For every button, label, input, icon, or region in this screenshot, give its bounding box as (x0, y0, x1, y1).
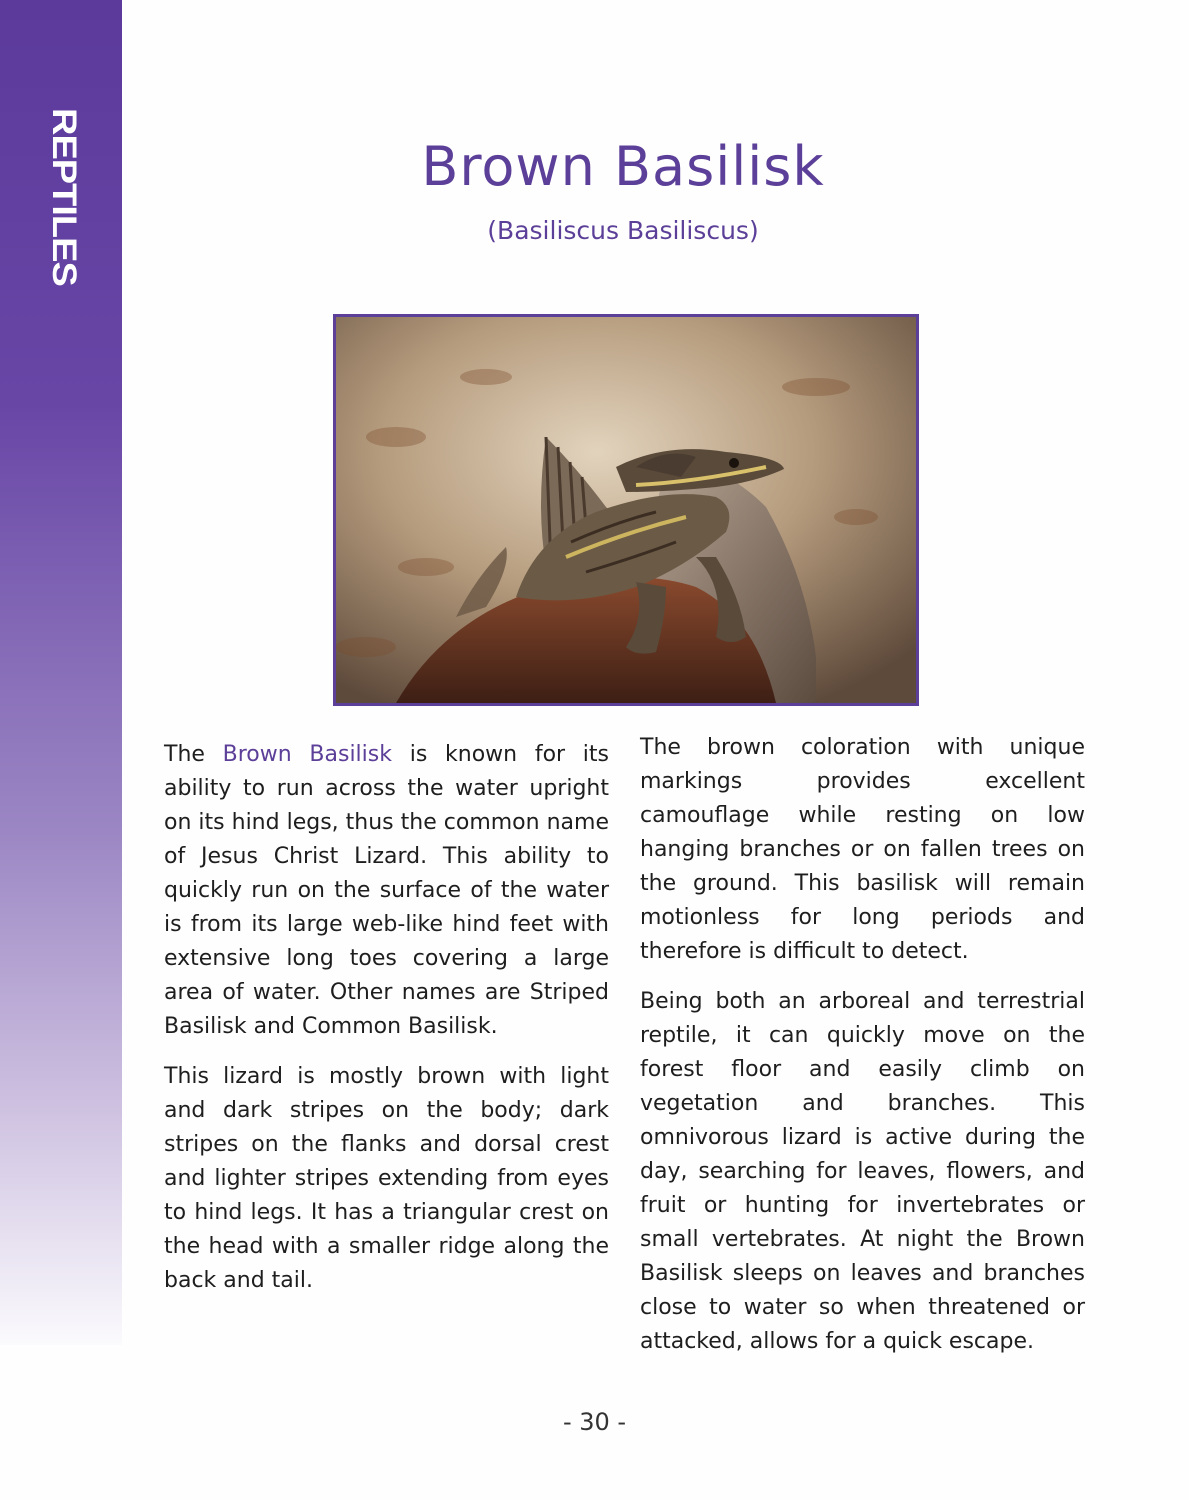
body-column-right (640, 731, 1085, 1375)
basilisk-photo (333, 314, 919, 706)
intro-rest: is known for its ability to run across the water upright on its hind legs, thus the common name of Jesus Christ Lizard. This ability to quickly run on the surface of the water is from its large web-like hind feet with extensive long toes covering a large area of water. Other names are Striped Basilisk and Common Basilisk. (164, 742, 609, 1039)
paragraph-behavior: Being both an arboreal and terrestrial reptile, it can quickly move on the forest floor and easily climb on vegetation and branches. This omnivorous lizard is active during the day, searching for leaves, flowers, and fruit or hunting for invertebrates or small vertebrates. At night the Brown Basilisk sleeps on leaves and branches close to water so when threatened or attacked, allows for a quick escape. (640, 989, 1085, 1354)
intro-prefix: The (164, 742, 223, 767)
lizard-illustration (336, 317, 916, 703)
paragraph-appearance: This lizard is mostly brown with light and dark stripes on the body; dark stripes on the flanks and dorsal crest and lighter stripes extending from eyes to hind legs. It has a triangular crest on the head with a smaller ridge along the back and tail. (164, 1064, 609, 1293)
species-name-highlight: Brown Basilisk (222, 742, 392, 767)
body-column-left (164, 738, 609, 1314)
scientific-name: (Basiliscus Basiliscus) (487, 216, 759, 245)
page-title: Brown Basilisk (421, 135, 825, 198)
section-label: REPTILES (45, 108, 83, 286)
paragraph-intro (164, 738, 609, 1044)
section-sidebar (0, 0, 122, 1345)
paragraph-camouflage: The brown coloration with unique markings provides excellent camouflage while resting on low hanging branches or on fallen trees on the ground. This basilisk will remain motionless for long periods and therefore is difficult to detect. (640, 735, 1085, 964)
page-number: - 30 - (562, 1408, 627, 1436)
